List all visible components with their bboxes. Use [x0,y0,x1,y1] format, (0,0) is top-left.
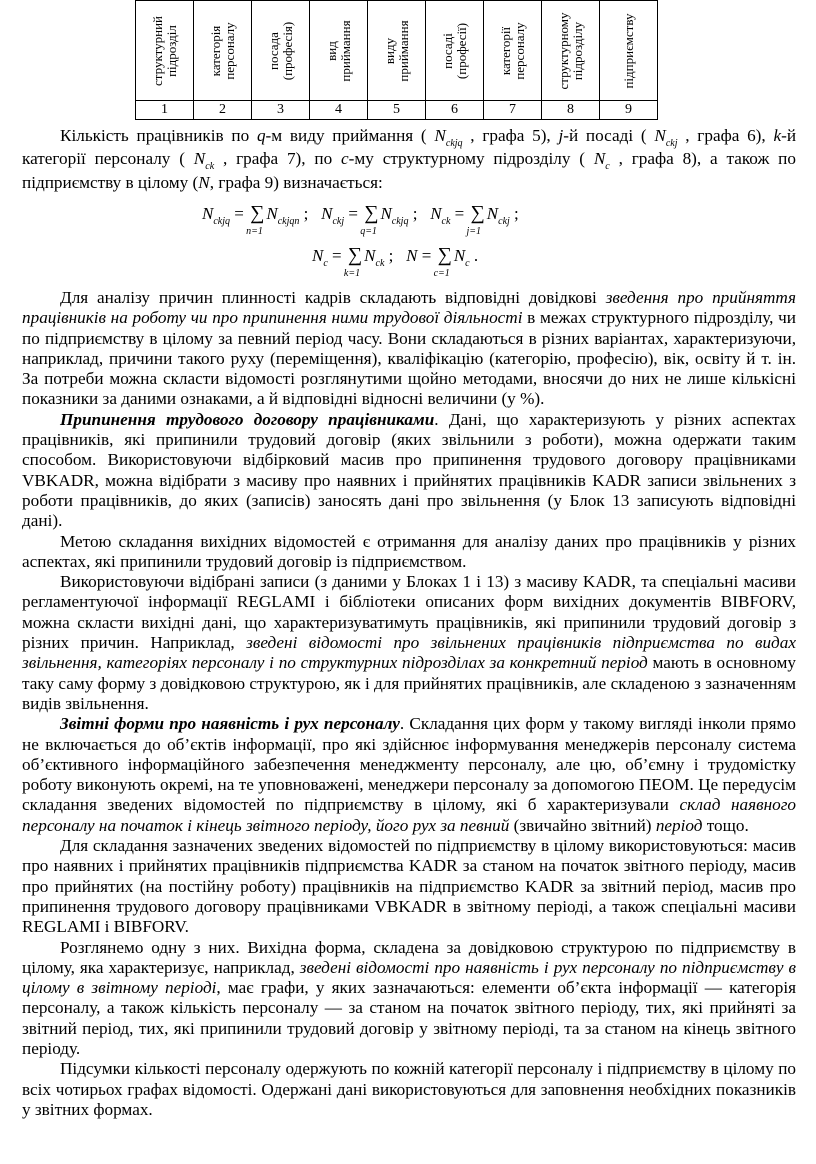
table-header-cell [600,1,658,101]
sum-sign: ∑ [347,244,363,266]
separator: ; [514,204,519,223]
header-label: посаді (професії) [439,22,469,79]
text-run: Для аналізу причин плинності кадрів складають відповідні довідкові [60,288,606,307]
formula [312,244,394,279]
formula-lhs: N [406,246,418,265]
intro-part: -й категорії персоналу ( [22,126,797,169]
subscript: ckjq [391,216,409,227]
intro-part: , графа 5), [462,126,559,145]
paragraph-7 [22,938,796,1060]
header-label: підприємству [620,12,636,89]
header-label: посада (професія) [265,21,295,80]
table-header-cell [136,1,194,101]
header-label: структурному підрозділу [555,11,585,90]
column-number: 7 [484,101,542,120]
formula-row-1 [202,202,519,237]
var-k: k [773,126,782,145]
formula-rhs: N [453,246,466,265]
table-header-cell [310,1,368,101]
paragraph-8: Підсумки кількості персоналу одержують по кожній категорії персоналу і підприємству в цілому по всіх чотирьох графах відомості. Одержані дані використовуються для заповнення необхідних показників у звітних формах. [22,1059,796,1119]
italic-run: зведені відомості про звільнених працівників підприємства по видах звільнення, категоріях персоналу і по структурних підрозділах за конкретний період [22,633,796,673]
italic-run: зведення про прийняття працівників на роботу чи про припинення ними трудової діяльності [22,288,797,328]
table-header-cell [426,1,484,101]
var-c: c [341,149,349,169]
text-run: в межах структурного підрозділу, чи по підприємству в цілому за певний період часу. Вони складаються в різних варіантах, характеризуючи, наприклад, причини такого руху (переміщення), кваліфікацію (категорію, професію), вік, освіту й т. ін. За потреби можна скласти відомості розглянутими щойно методами, вносячи до них не лише кількісні показники за даними ознаками, а й відповідні відносні величини (у %). [22,308,796,409]
column-number: 5 [368,101,426,120]
subscript: ckj [498,216,510,227]
intro-paragraph [22,126,796,193]
intro-part: -м виду приймання ( [265,126,435,145]
subscript: ckjq [213,216,230,227]
paragraph-6: Для складання зазначених зведених відомостей по підприємству в цілому використовуються: масив про наявних і прийнятих працівників підприємства KADR за станом на початок звітного періоду, масив про прийнятих (на постійну роботу) працівників на підприємство KADR за звітний період, масив про припинення трудового договору працівниками VBKADR в звітному періоді, а також спеціальні масиви REGLAMI і BIBFORV. [22,836,796,937]
column-number: 4 [310,101,368,120]
sum-sign: ∑ [364,202,379,224]
italic-run: зведені відомості про наявність і рух персоналу по підприємству в цілому в звітному періоді [22,957,796,998]
subscript: c [323,258,328,269]
italic-run: період [655,815,703,835]
formula-lhs: N [202,204,214,223]
formula-row-2 [312,244,479,279]
text-run: . Складання цих форм у такому вигляді інколи прямо не включається до об’єктів інформації, про які здійснює інформування менеджерів персоналу система об’єктивного інформаційного забезпечення менеджменту персоналу, але цю, об’ємну і трудомістку роботу виконують окремі, на те уповноважені, менеджери персоналу за допомогою ПЕОМ. Це передусім складання зведених відомостей по підприємству в цілому, які б характеризували [22,714,796,815]
text-run: . Дані, що характеризують у різних аспектах працівників, які припинили трудовий договір (яких звільнили з роботи), можна одержати таким способом. Використовуючи відбірковий масив про припинення трудового договору працівниками VBKADR, можна відібрати з масиву про наявних і прийнятих працівників KADR записи звільнених з роботи працівників, до яких (записів) заносять дані про звільнення (у Блок 13 записують відповідні дані). [22,409,796,531]
subscript: ckjqn [277,216,300,227]
intro-part: Кількість працівників по [60,126,257,145]
subscript: ck [441,216,451,227]
column-number: 6 [426,101,484,120]
var-n: N [654,126,666,145]
italic-run: склад наявного персоналу на початок і кінець звітного періоду, його рух за певний [22,795,797,835]
header-label: вид приймання [323,19,353,82]
equals-sign: = [332,246,342,265]
table-header-row [136,1,658,101]
subscript: c [465,258,470,269]
var-q: q [256,126,266,145]
subscript: c [605,161,610,173]
equals-sign: = [421,246,432,265]
table-number-row [136,101,658,120]
formula-lhs: N [321,204,333,223]
equals-sign: = [234,204,244,223]
separator: ; [303,204,309,223]
intro-part: -й посаді ( [563,126,655,145]
paragraph-3: Метою складання вихідних відомостей є отримання для аналізу даних про працівників у різних аспектах, які припинили трудовий договір із підприємством. [22,531,796,571]
column-number: 8 [542,101,600,120]
header-label: категорії персоналу [497,21,527,80]
intro-part: -му структурному підрозділу ( [348,149,594,169]
var-n: N [434,126,446,145]
paragraph-5 [22,714,796,836]
table-header-cell [252,1,310,101]
text-run: Розглянемо одну з них. Вихідна форма, складена за довідковою структурою по підприємству в цілому, яка характеризує, наприклад, [22,937,796,977]
formula-rhs: N [380,204,392,223]
separator: . [473,246,479,265]
intro-part: , графа 9) визначається: [209,172,383,192]
section-heading: Звітні форми про наявність і рух персоналу [60,714,400,734]
formula-lhs: N [430,204,442,223]
subscript: ck [375,258,385,269]
subscript: ckj [665,138,678,149]
sum-limit: j=1 [466,226,482,237]
sum-limit: k=1 [343,268,361,279]
header-table [135,0,658,120]
text-run: мають в основному таку саму форму з довідковою структурою, як і для прийнятих працівників, але складеною з зазначенням видів звільнення. [22,653,796,713]
sum-sign: ∑ [250,202,265,224]
sum-sign: ∑ [470,202,485,224]
formula [406,244,479,279]
sum-limit: c=1 [433,268,450,279]
sum-limit: n=1 [246,226,263,237]
equals-sign: = [454,204,465,223]
var-n: N [198,172,210,192]
column-number: 2 [194,101,252,120]
subscript: ck [205,161,215,173]
column-number: 3 [252,101,310,120]
formula-lhs: N [312,246,324,265]
header-label: категорія персоналу [207,21,237,80]
column-number: 1 [136,101,194,120]
header-label: виду приймання [381,19,411,82]
formula-rhs: N [364,246,376,265]
formula-rhs: N [266,204,278,223]
sum-sign: ∑ [437,244,452,266]
var-j: j [558,126,564,145]
formula [430,202,519,237]
var-n: N [193,149,206,169]
body-text [22,288,796,1120]
var-n: N [593,149,606,169]
table-header-cell [194,1,252,101]
formula [321,202,418,237]
subscript: ckj [332,216,345,227]
intro-part: , графа 8), а також по підприємству в цілому ( [22,149,796,192]
formula-rhs: N [486,204,499,223]
paragraph-4 [22,572,796,714]
table-header-cell [368,1,426,101]
subscript: ckjq [445,138,463,149]
equals-sign: = [348,204,358,223]
text-run: Використовуючи відібрані записи (з даними у Блоках 1 і 13) з масиву KADR, та спеціальні масиви регламентуючої інформації REGLAMI і бібліотеки описаних форм вихідних документів BIBFORV, можна скласти вихідні дані, що характеризуватимуть працівників, які припинили трудовий договір з різних причин. Наприклад, [22,572,796,653]
text-run: (звичайно звітний) [509,815,656,835]
section-heading: Припинення трудового договору працівниками [60,409,435,429]
table-header-cell [542,1,600,101]
separator: ; [388,246,394,265]
formula [202,202,309,237]
sum-limit: q=1 [360,226,377,237]
intro-part: , графа 6), [677,126,774,145]
intro-text [22,126,796,193]
intro-part: , графа 7), по [214,149,342,169]
table-header-cell [484,1,542,101]
column-number: 9 [600,101,658,120]
text-run: , має графи, у яких зазначаються: елементи об’єкта інформації — категорія персоналу, а також кількість персоналу — за станом на початок звітного періоду, тих, які прийняті за звітний період, тих, які припинили трудовий договір у звітному періоді, та за станом на кінець звітного періоду. [22,978,796,1058]
paragraph-2 [22,410,796,532]
paragraph-1 [22,288,796,410]
separator: ; [412,204,418,223]
text-run: тощо. [702,815,749,835]
header-label: структурний підрозділ [149,15,179,86]
